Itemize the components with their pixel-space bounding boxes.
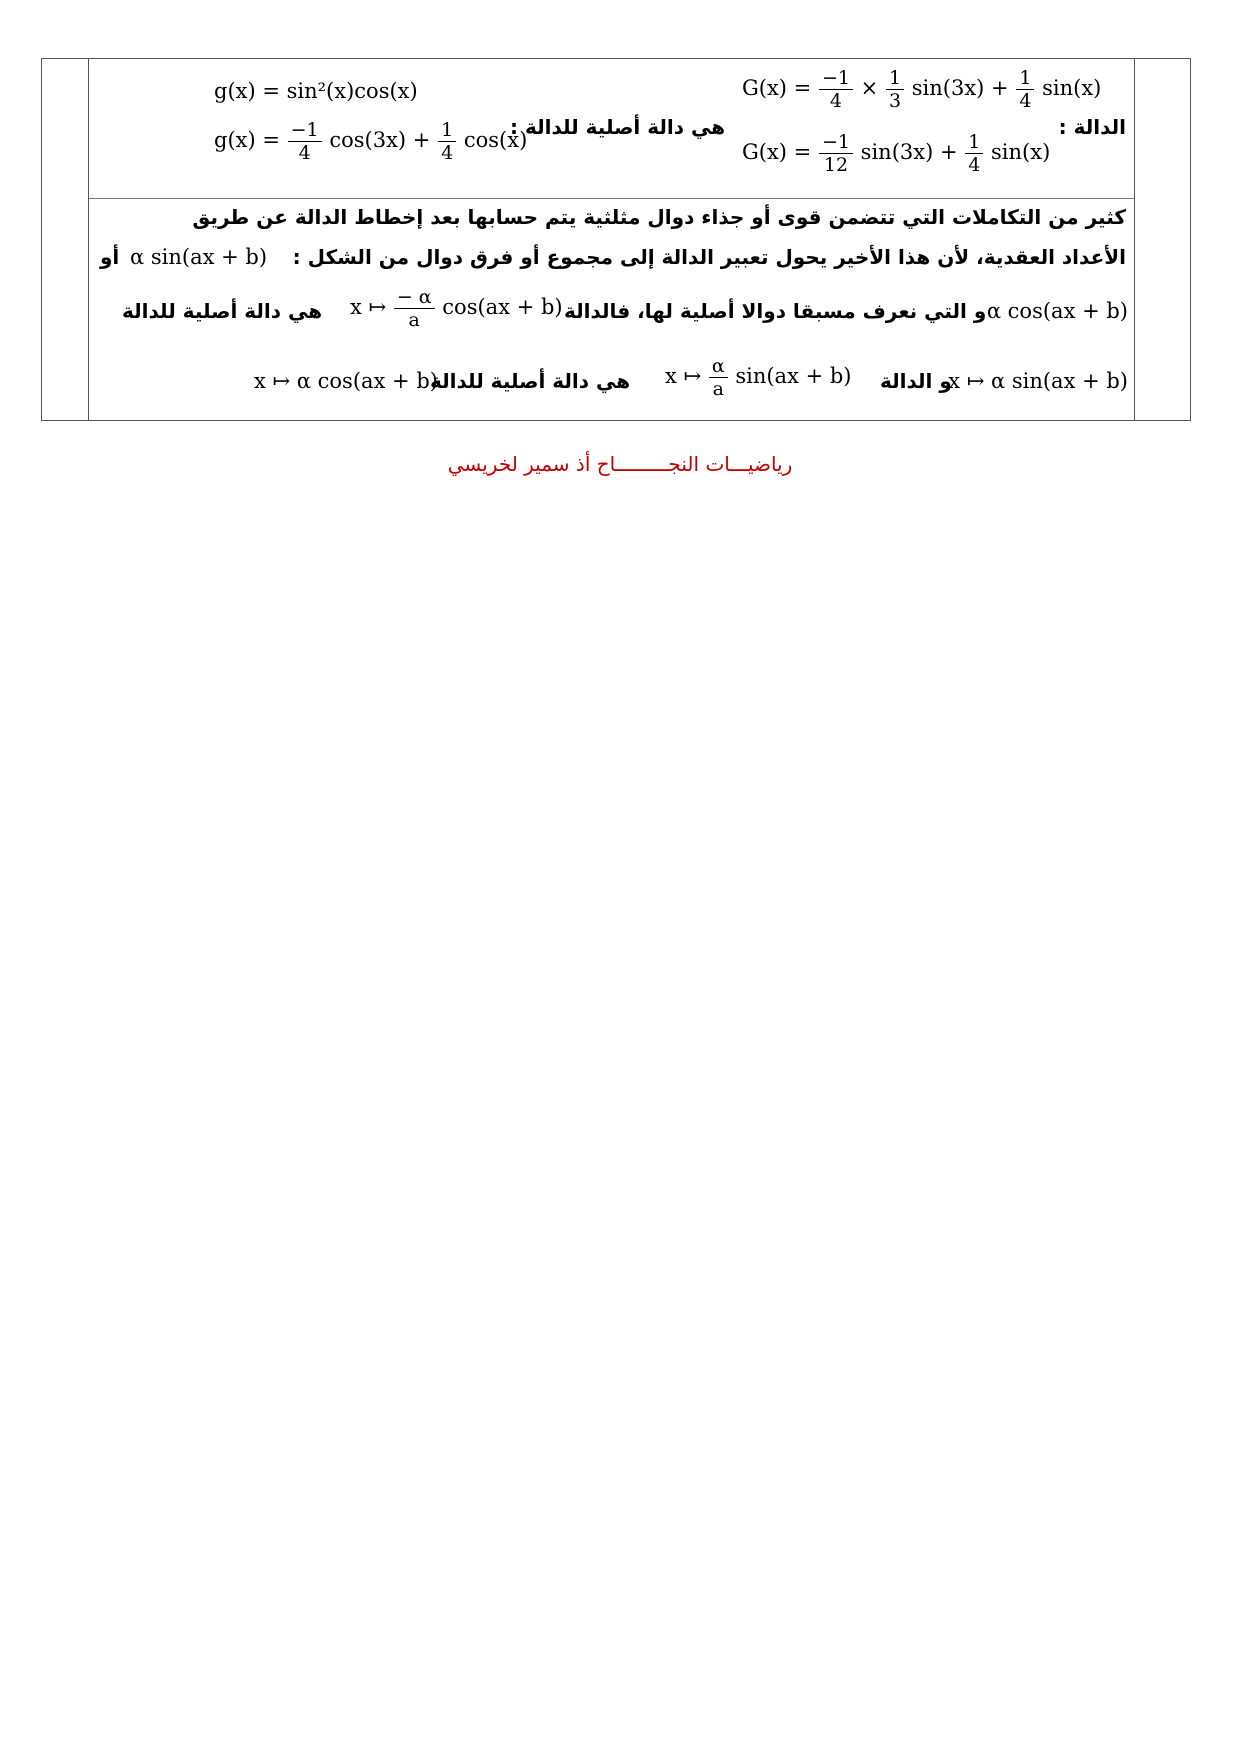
row2-line3-text2: هي دالة أصلية للدالة xyxy=(122,299,323,323)
g-formula-2: g(x) = $\frac{-1}{4}$ cos(3x) + $\frac{1}{4}$ cos(x) xyxy=(214,119,528,164)
footer-signature: رياضيـــات النجـــــــــاح أذ سمير لخريسي xyxy=(447,452,793,476)
table-divider-right xyxy=(1134,59,1135,420)
row2-line4-text1: و الدالة xyxy=(880,369,952,393)
row2-line4-math3: x ↦ α cos(ax + b) xyxy=(254,369,438,393)
content-table xyxy=(41,58,1191,421)
G-formula-2: G(x) = $\frac{-1}{12}$ sin(3x) + $\frac{1}{4}$ sin(x) xyxy=(742,131,1051,176)
row2-line4-math1: x ↦ α sin(ax + b) xyxy=(948,369,1128,393)
row2-line2-or: أو xyxy=(100,245,120,269)
row2-line3-text1: و التي نعرف مسبقا دوالا أصلية لها، فالدالة xyxy=(564,299,987,323)
g-formula-1: g(x) = sin²(x)cos(x) xyxy=(214,79,418,103)
row2-line2-text: الأعداد العقدية، لأن هذا الأخير يحول تعبير الدالة إلى مجموع أو فرق دوال من الشكل : xyxy=(292,245,1126,269)
row2-line4-math2: x ↦ $\frac{\alpha}{a}$ sin(ax + b) xyxy=(665,355,852,400)
row-divider xyxy=(89,198,1134,199)
row2-line1: كثير من التكاملات التي تتضمن قوى أو جذاء دوال مثلثية يتم حسابها بعد إخطاط الدالة عن طريق xyxy=(192,205,1126,229)
row1-label: الدالة : xyxy=(1058,115,1126,139)
row2-line2-math: α sin(ax + b) xyxy=(130,245,268,269)
table-divider-left xyxy=(88,59,89,420)
row2-line3-math1: α cos(ax + b) xyxy=(986,299,1128,323)
row2-line4-text2: هي دالة أصلية للدالة xyxy=(430,369,631,393)
row1-middle-text: هي دالة أصلية للدالة : xyxy=(510,115,726,139)
row2-line3-math2: x ↦ $\frac{- \alpha}{a}$ cos(ax + b) xyxy=(350,286,563,331)
G-formula-1: G(x) = $\frac{-1}{4}$ × $\frac{1}{3}$ sin(3x) + $\frac{1}{4}$ sin(x) xyxy=(742,67,1102,112)
